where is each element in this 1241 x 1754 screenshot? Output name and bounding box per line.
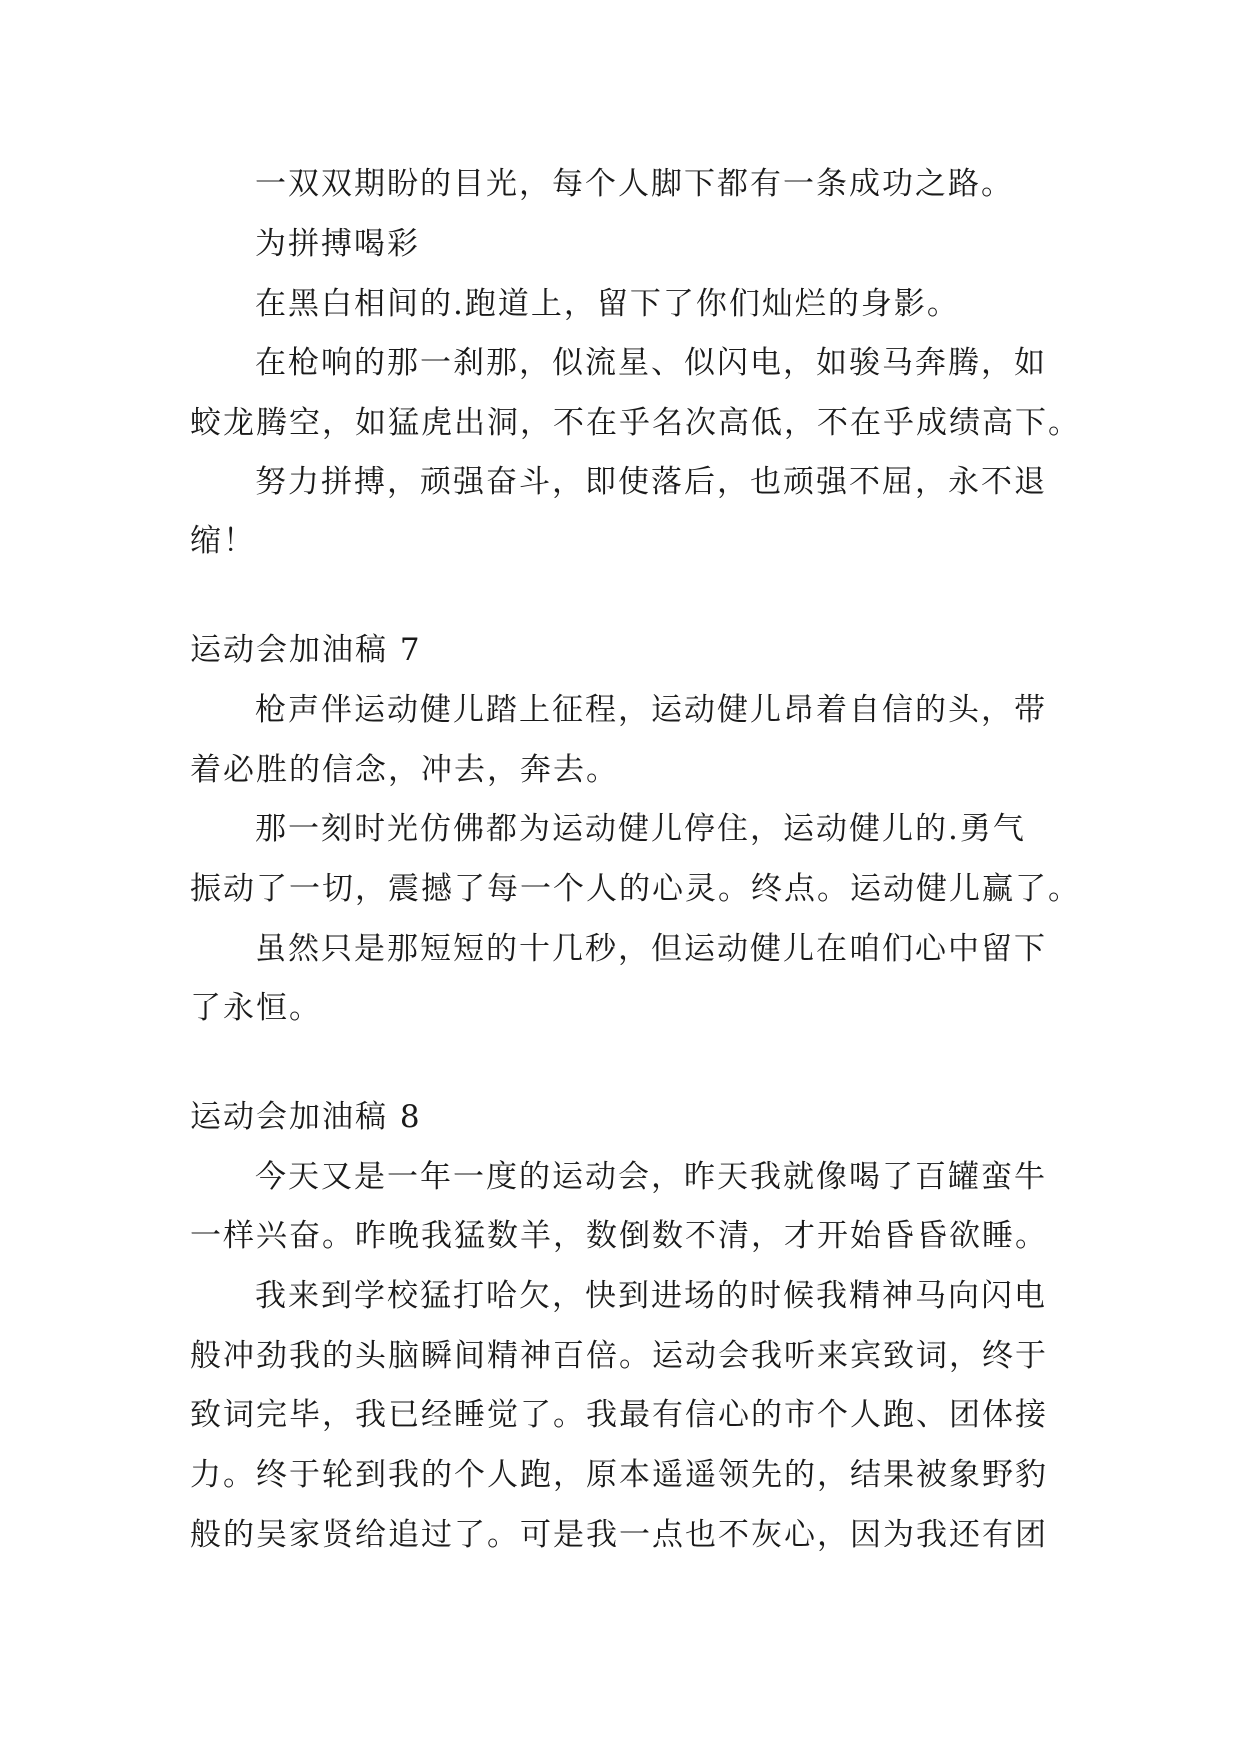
paragraph-line: 般的吴家贤给追过了。可是我一点也不灰心，因为我还有团 (190, 1517, 1048, 1553)
paragraph-line: 了永恒。 (190, 990, 322, 1026)
poem-title: 为拼搏喝彩 (255, 226, 420, 262)
paragraph-line: 在黑白相间的.跑道上，留下了你们灿烂的身影。 (255, 286, 960, 322)
paragraph-line: 蛟龙腾空，如猛虎出洞，不在乎名次高低，不在乎成绩高下。 (190, 405, 1081, 441)
paragraph-line: 今天又是一年一度的运动会，昨天我就像喝了百罐蛮牛 (255, 1159, 1047, 1195)
section-heading: 运动会加油稿 7 (190, 632, 422, 668)
paragraph-line: 振动了一切，震撼了每一个人的心灵。终点。运动健儿赢了。 (190, 871, 1081, 907)
paragraph-line: 努力拼搏，顽强奋斗，即使落后，也顽强不屈，永不退 (255, 464, 1047, 500)
paragraph-line: 一双双期盼的目光，每个人脚下都有一条成功之路。 (255, 166, 1014, 202)
paragraph-line: 致词完毕，我已经睡觉了。我最有信心的市个人跑、团体接 (190, 1397, 1048, 1433)
paragraph-line: 枪声伴运动健儿踏上征程，运动健儿昂着自信的头，带 (255, 692, 1047, 728)
section-heading: 运动会加油稿 8 (190, 1099, 422, 1135)
paragraph-line: 虽然只是那短短的十几秒，但运动健儿在咱们心中留下 (255, 931, 1047, 967)
paragraph-line: 那一刻时光仿佛都为运动健儿停住，运动健儿的.勇气 (255, 811, 1026, 847)
paragraph-line: 般冲劲我的头脑瞬间精神百倍。运动会我听来宾致词，终于 (190, 1338, 1048, 1374)
paragraph-line: 一样兴奋。昨晚我猛数羊，数倒数不清，才开始昏昏欲睡。 (190, 1218, 1048, 1254)
paragraph-line: 力。终于轮到我的个人跑，原本遥遥领先的，结果被象野豹 (190, 1457, 1048, 1493)
paragraph-line: 我来到学校猛打哈欠，快到进场的时候我精神马向闪电 (255, 1278, 1047, 1314)
paragraph-line: 在枪响的那一刹那，似流星、似闪电，如骏马奔腾，如 (255, 345, 1047, 381)
paragraph-line: 着必胜的信念，冲去，奔去。 (190, 752, 619, 788)
paragraph-line: 缩！ (190, 523, 256, 559)
